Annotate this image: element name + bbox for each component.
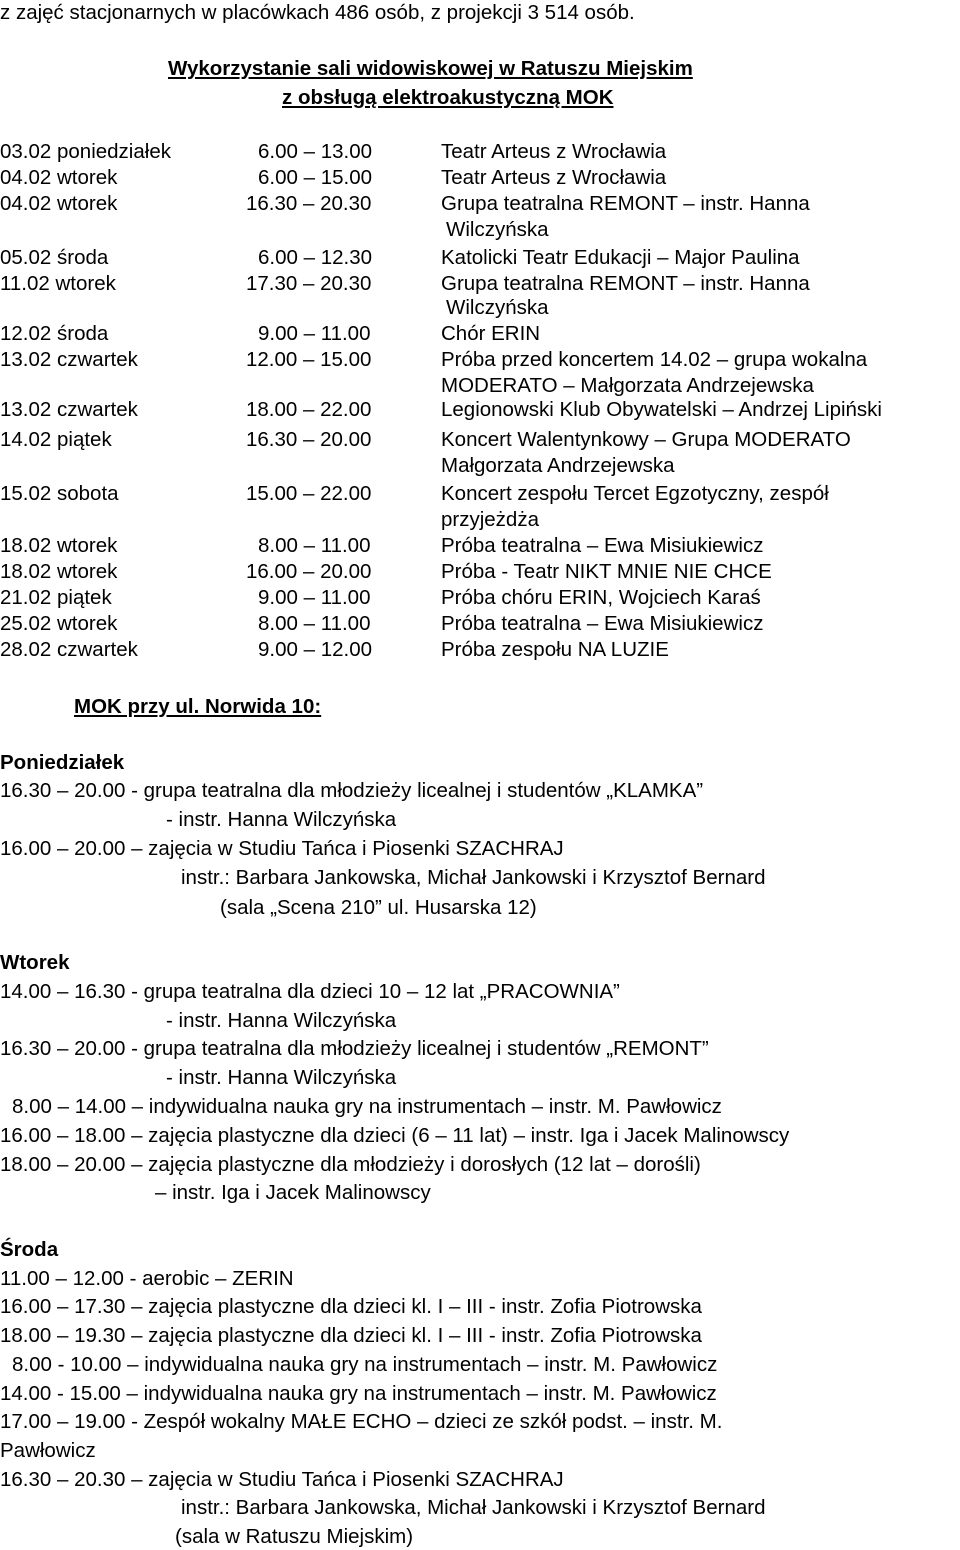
hall-title-1: Wykorzystanie sali widowiskowej w Ratuszu Miejskim bbox=[168, 57, 693, 80]
hall-row-day: 21.02 piątek bbox=[0, 586, 112, 609]
tuesday-line: 14.00 – 16.30 - grupa teatralna dla dzieci 10 – 12 lat „PRACOWNIA” bbox=[0, 980, 620, 1003]
tuesday-line: - instr. Hanna Wilczyńska bbox=[166, 1066, 397, 1089]
wednesday-line: 18.00 – 19.30 – zajęcia plastyczne dla dzieci kl. I – III - instr. Zofia Piotrowska bbox=[0, 1324, 702, 1347]
hall-row-day: 15.02 sobota bbox=[0, 482, 119, 505]
wednesday-line: 16.00 – 17.30 – zajęcia plastyczne dla dzieci kl. I – III - instr. Zofia Piotrowska bbox=[0, 1295, 702, 1318]
hall-row-event: Koncert zespołu Tercet Egzotyczny, zespół bbox=[441, 482, 829, 505]
hall-row-day: 25.02 wtorek bbox=[0, 612, 118, 635]
tuesday-line: 16.30 – 20.00 - grupa teatralna dla młodzieży licealnej i studentów „REMONT” bbox=[0, 1037, 709, 1060]
wednesday-line: 11.00 – 12.00 - aerobic – ZERIN bbox=[0, 1267, 294, 1290]
wednesday-line: instr.: Barbara Jankowska, Michał Jankowski i Krzysztof Bernard bbox=[181, 1496, 766, 1519]
hall-row-event: Grupa teatralna REMONT – instr. Hanna bbox=[441, 192, 810, 215]
hall-row-time: 8.00 – 11.00 bbox=[258, 612, 371, 635]
hall-row-event: Próba przed koncertem 14.02 – grupa wokalna bbox=[441, 348, 868, 371]
hall-row-time: 9.00 – 11.00 bbox=[258, 586, 371, 609]
hall-row-event: Chór ERIN bbox=[441, 322, 541, 345]
hall-row-time: 16.30 – 20.00 bbox=[246, 428, 372, 451]
hall-row-event-continued: Wilczyńska bbox=[446, 296, 549, 319]
wednesday-line: 17.00 – 19.00 - Zespół wokalny MAŁE ECHO – dzieci ze szkół podst. – instr. M. bbox=[0, 1410, 723, 1433]
hall-row-day: 28.02 czwartek bbox=[0, 638, 138, 661]
wednesday-line: (sala w Ratuszu Miejskim) bbox=[175, 1525, 414, 1548]
hall-row-time: 9.00 – 11.00 bbox=[258, 322, 371, 345]
hall-title-2: z obsługą elektroakustyczną MOK bbox=[282, 86, 614, 109]
hall-row-day: 14.02 piątek bbox=[0, 428, 112, 451]
tuesday-line: 8.00 – 14.00 – indywidualna nauka gry na instrumentach – instr. M. Pawłowicz bbox=[12, 1095, 722, 1118]
wednesday-line: 8.00 - 10.00 – indywidualna nauka gry na instrumentach – instr. M. Pawłowicz bbox=[12, 1353, 718, 1376]
hall-row-time: 16.30 – 20.30 bbox=[246, 192, 372, 215]
wednesday-line: 16.30 – 20.30 – zajęcia w Studiu Tańca i Piosenki SZACHRAJ bbox=[0, 1468, 564, 1491]
hall-row-time: 6.00 – 12.30 bbox=[258, 246, 372, 269]
monday-line: 16.30 – 20.00 - grupa teatralna dla młodzieży licealnej i studentów „KLAMKA” bbox=[0, 779, 704, 802]
hall-row-time: 18.00 – 22.00 bbox=[246, 398, 372, 421]
hall-row-time: 15.00 – 22.00 bbox=[246, 482, 372, 505]
hall-row-event: Próba chóru ERIN, Wojciech Karaś bbox=[441, 586, 761, 609]
hall-row-time: 8.00 – 11.00 bbox=[258, 534, 371, 557]
monday-line: (sala „Scena 210” ul. Husarska 12) bbox=[220, 896, 537, 919]
hall-row-time: 6.00 – 15.00 bbox=[258, 166, 372, 189]
monday-line: instr.: Barbara Jankowska, Michał Jankowski i Krzysztof Bernard bbox=[181, 866, 766, 889]
hall-row-time: 17.30 – 20.30 bbox=[246, 272, 372, 295]
monday-title: Poniedziałek bbox=[0, 751, 125, 774]
hall-row-event-continued: Małgorzata Andrzejewska bbox=[441, 454, 675, 477]
hall-row-event: Teatr Arteus z Wrocławia bbox=[441, 140, 667, 163]
tuesday-line: – instr. Iga i Jacek Malinowscy bbox=[155, 1181, 431, 1204]
tuesday-line: 18.00 – 20.00 – zajęcia plastyczne dla młodzieży i dorosłych (12 lat – dorośli) bbox=[0, 1153, 701, 1176]
hall-row-day: 11.02 wtorek bbox=[0, 272, 116, 295]
hall-row-event: Legionowski Klub Obywatelski – Andrzej Lipiński bbox=[441, 398, 882, 421]
mok-heading: MOK przy ul. Norwida 10: bbox=[74, 695, 322, 718]
hall-row-event: Próba - Teatr NIKT MNIE NIE CHCE bbox=[441, 560, 772, 583]
hall-row-day: 18.02 wtorek bbox=[0, 534, 118, 557]
hall-row-day: 05.02 środa bbox=[0, 246, 109, 269]
monday-line: - instr. Hanna Wilczyńska bbox=[166, 808, 397, 831]
hall-row-day: 13.02 czwartek bbox=[0, 398, 138, 421]
intro-line: z zajęć stacjonarnych w placówkach 486 osób, z projekcji 3 514 osób. bbox=[0, 1, 635, 24]
tuesday-line: 16.00 – 18.00 – zajęcia plastyczne dla dzieci (6 – 11 lat) – instr. Iga i Jacek Malinowscy bbox=[0, 1124, 790, 1147]
hall-row-event: Koncert Walentynkowy – Grupa MODERATO bbox=[441, 428, 851, 451]
hall-row-event: Grupa teatralna REMONT – instr. Hanna bbox=[441, 272, 810, 295]
tuesday-title: Wtorek bbox=[0, 951, 70, 974]
hall-row-event-continued: przyjeżdża bbox=[441, 508, 539, 531]
wednesday-line: 14.00 - 15.00 – indywidualna nauka gry na instrumentach – instr. M. Pawłowicz bbox=[0, 1382, 717, 1405]
hall-row-day: 04.02 wtorek bbox=[0, 192, 118, 215]
monday-line: 16.00 – 20.00 – zajęcia w Studiu Tańca i Piosenki SZACHRAJ bbox=[0, 837, 564, 860]
hall-row-time: 12.00 – 15.00 bbox=[246, 348, 372, 371]
wednesday-line: Pawłowicz bbox=[0, 1439, 96, 1462]
tuesday-line: - instr. Hanna Wilczyńska bbox=[166, 1009, 397, 1032]
hall-row-day: 03.02 poniedziałek bbox=[0, 140, 171, 163]
hall-row-day: 18.02 wtorek bbox=[0, 560, 118, 583]
wednesday-title: Środa bbox=[0, 1238, 59, 1261]
hall-row-event: Teatr Arteus z Wrocławia bbox=[441, 166, 667, 189]
hall-row-event: Katolicki Teatr Edukacji – Major Paulina bbox=[441, 246, 800, 269]
hall-row-time: 9.00 – 12.00 bbox=[258, 638, 372, 661]
hall-row-day: 13.02 czwartek bbox=[0, 348, 138, 371]
hall-row-day: 04.02 wtorek bbox=[0, 166, 118, 189]
hall-row-time: 6.00 – 13.00 bbox=[258, 140, 372, 163]
hall-row-event-continued: Wilczyńska bbox=[446, 218, 549, 241]
hall-row-event: Próba zespołu NA LUZIE bbox=[441, 638, 669, 661]
hall-row-time: 16.00 – 20.00 bbox=[246, 560, 372, 583]
hall-row-day: 12.02 środa bbox=[0, 322, 109, 345]
hall-row-event: Próba teatralna – Ewa Misiukiewicz bbox=[441, 612, 764, 635]
hall-row-event: Próba teatralna – Ewa Misiukiewicz bbox=[441, 534, 764, 557]
hall-row-event-continued: MODERATO – Małgorzata Andrzejewska bbox=[441, 374, 814, 397]
